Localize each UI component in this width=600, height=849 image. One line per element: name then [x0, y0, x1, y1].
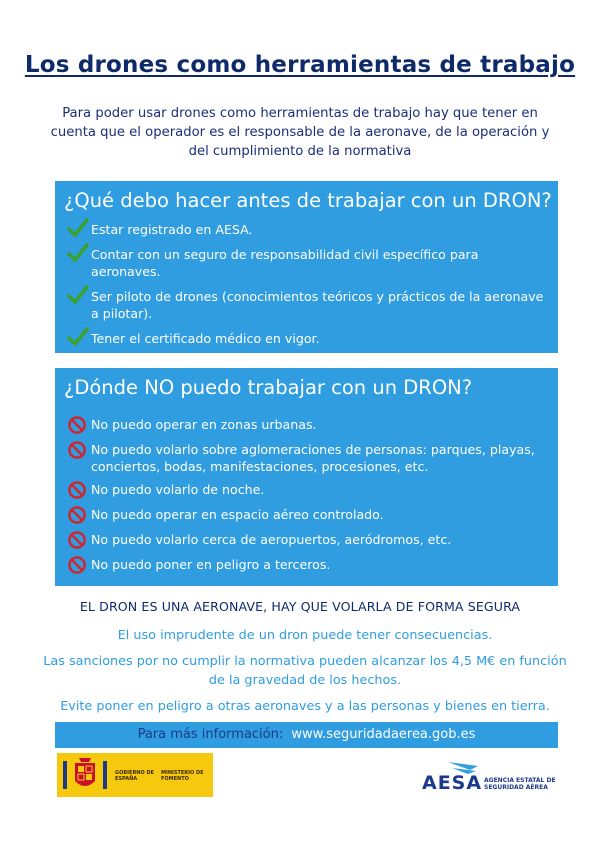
aesa-logo — [422, 760, 572, 800]
before-work-item — [67, 246, 550, 280]
info-bar — [55, 722, 558, 748]
before-work-item — [67, 288, 550, 322]
where-not-item-text: No puedo operar en espacio aéreo controlado. — [91, 507, 384, 522]
safety-slogan: EL DRON ES UNA AERONAVE, HAY QUE VOLARLA DE FORMA SEGURA — [79, 599, 521, 614]
where-not-item-text: No puedo operar en zonas urbanas. — [91, 417, 317, 432]
check-icon — [67, 327, 89, 347]
ministry-label: MINISTERIO DE FOMENTO — [161, 770, 204, 782]
note-consequences: El uso imprudente de un dron puede tener consecuencias. — [117, 628, 493, 643]
before-work-list — [67, 221, 550, 355]
aesa-agency-name: AGENCIA ESTATAL DE SEGURIDAD AÉREA — [484, 777, 556, 791]
before-work-item-text: Tener el certificado médico en vigor. — [91, 331, 320, 346]
where-not-item-text: No puedo poner en peligro a terceros. — [91, 557, 331, 572]
where-not-panel — [55, 368, 558, 586]
notes-block — [40, 626, 570, 723]
gov-label: GOBIERNO DE ESPAÑA — [115, 770, 155, 782]
before-work-item-text: Ser piloto de drones (conocimientos teóricos y prácticos de la aeronave a pilotar). — [91, 289, 544, 321]
where-not-item — [67, 416, 550, 435]
spain-coat-of-arms-icon — [61, 755, 109, 795]
aesa-wordmark: AESA — [422, 772, 483, 794]
check-icon — [67, 218, 89, 238]
government-logo — [57, 753, 213, 797]
where-not-item — [67, 506, 550, 525]
before-work-heading: ¿Qué debo hacer antes de trabajar con un DRON? — [64, 189, 552, 212]
prohibited-icon — [67, 555, 87, 575]
before-work-panel — [55, 181, 558, 353]
where-not-item-text: No puedo volarlo cerca de aeropuertos, aeródromos, etc. — [91, 532, 452, 547]
prohibited-icon — [67, 415, 87, 435]
where-not-item — [67, 556, 550, 575]
prohibited-icon — [67, 530, 87, 550]
before-work-item-text: Estar registrado en AESA. — [91, 222, 253, 237]
where-not-heading: ¿Dónde NO puedo trabajar con un DRON? — [64, 376, 473, 399]
note-safety: Evite poner en peligro a otras aeronaves y a las personas y bienes en tierra. — [60, 699, 550, 714]
check-icon — [67, 285, 89, 305]
before-work-item — [67, 330, 550, 347]
where-not-item — [67, 441, 550, 475]
page-title: Los drones como herramientas de trabajo — [24, 52, 576, 78]
info-label: Para más información: — [137, 727, 284, 742]
info-url-link[interactable]: www.seguridadaerea.gob.es — [291, 727, 476, 742]
where-not-list — [67, 416, 550, 581]
prohibited-icon — [67, 505, 87, 525]
where-not-item — [67, 481, 550, 500]
check-icon — [67, 243, 89, 263]
before-work-item-text: Contar con un seguro de responsabilidad civil específico para aeronaves. — [91, 247, 479, 279]
where-not-item-text: No puedo volarlo de noche. — [91, 482, 265, 497]
prohibited-icon — [67, 480, 87, 500]
prohibited-icon — [67, 440, 87, 460]
before-work-item — [67, 221, 550, 238]
where-not-item-text: No puedo volarlo sobre aglomeraciones de personas: parques, playas, conciertos, bodas, manifestaciones, procesiones, etc. — [91, 442, 535, 474]
note-sanctions: Las sanciones por no cumplir la normativa pueden alcanzar los 4,5 M€ en función de la gravedad de los hechos. — [43, 654, 567, 688]
intro-text: Para poder usar drones como herramientas de trabajo hay que tener en cuenta que el operador es el responsable de la aeronave, de la operación y del cumplimiento de la normativa — [50, 106, 550, 159]
where-not-item — [67, 531, 550, 550]
